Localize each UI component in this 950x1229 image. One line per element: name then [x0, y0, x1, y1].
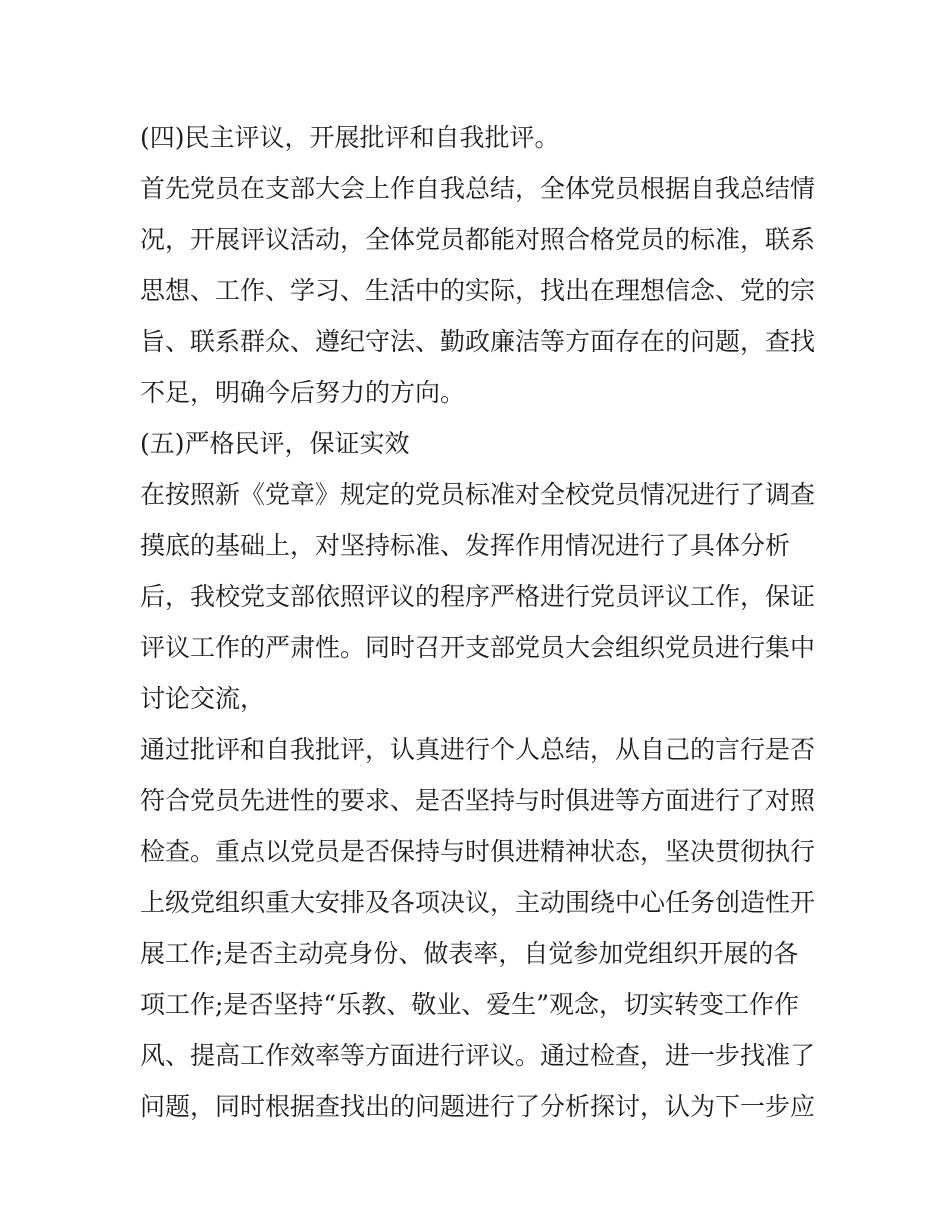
paragraph-line: 上级党组织重大安排及各项决议，主动围绕中心任务创造性开 [140, 888, 816, 917]
paragraph-line: 不足，明确今后努力的方向。 [140, 378, 466, 407]
heading-section-four: (四)民主评议，开展批评和自我批评。 [140, 123, 560, 152]
paragraph-line: 评议工作的严肃性。同时召开支部党员大会组织党员进行集中 [140, 633, 816, 662]
paragraph-line: 项工作;是否坚持“乐教、敬业、爱生”观念，切实转变工作作 [140, 990, 799, 1019]
paragraph-line: 况，开展评议活动，全体党员都能对照合格党员的标准，联系 [140, 225, 816, 254]
document-body [140, 112, 816, 1132]
paragraph-line: 在按照新《党章》规定的党员标准对全校党员情况进行了调查 [140, 480, 816, 509]
paragraph-line: 风、提高工作效率等方面进行评议。通过检查，进一步找准了 [140, 1041, 816, 1070]
paragraph-line: 思想、工作、学习、生活中的实际，找出在理想信念、党的宗 [140, 276, 816, 305]
paragraph-line: 旨、联系群众、遵纪守法、勤政廉洁等方面存在的问题，查找 [140, 327, 816, 356]
paragraph-line: 问题，同时根据查找出的问题进行了分析探讨，认为下一步应 [140, 1092, 816, 1121]
paragraph-line: 通过批评和自我批评，认真进行个人总结，从自己的言行是否 [140, 735, 816, 764]
paragraph-line: 符合党员先进性的要求、是否坚持与时俱进等方面进行了对照 [140, 786, 816, 815]
paragraph-line: 摸底的基础上，对坚持标准、发挥作用情况进行了具体分析 [140, 531, 791, 560]
paragraph-line: 首先党员在支部大会上作自我总结，全体党员根据自我总结情 [140, 174, 816, 203]
heading-section-five: (五)严格民评，保证实效 [140, 429, 410, 458]
paragraph-line: 后，我校党支部依照评议的程序严格进行党员评议工作，保证 [140, 582, 816, 611]
paragraph-line: 展工作;是否主动亮身份、做表率，自觉参加党组织开展的各 [140, 939, 799, 968]
paragraph-line: 检查。重点以党员是否保持与时俱进精神状态，坚决贯彻执行 [140, 837, 816, 866]
paragraph-line: 讨论交流， [140, 684, 266, 713]
